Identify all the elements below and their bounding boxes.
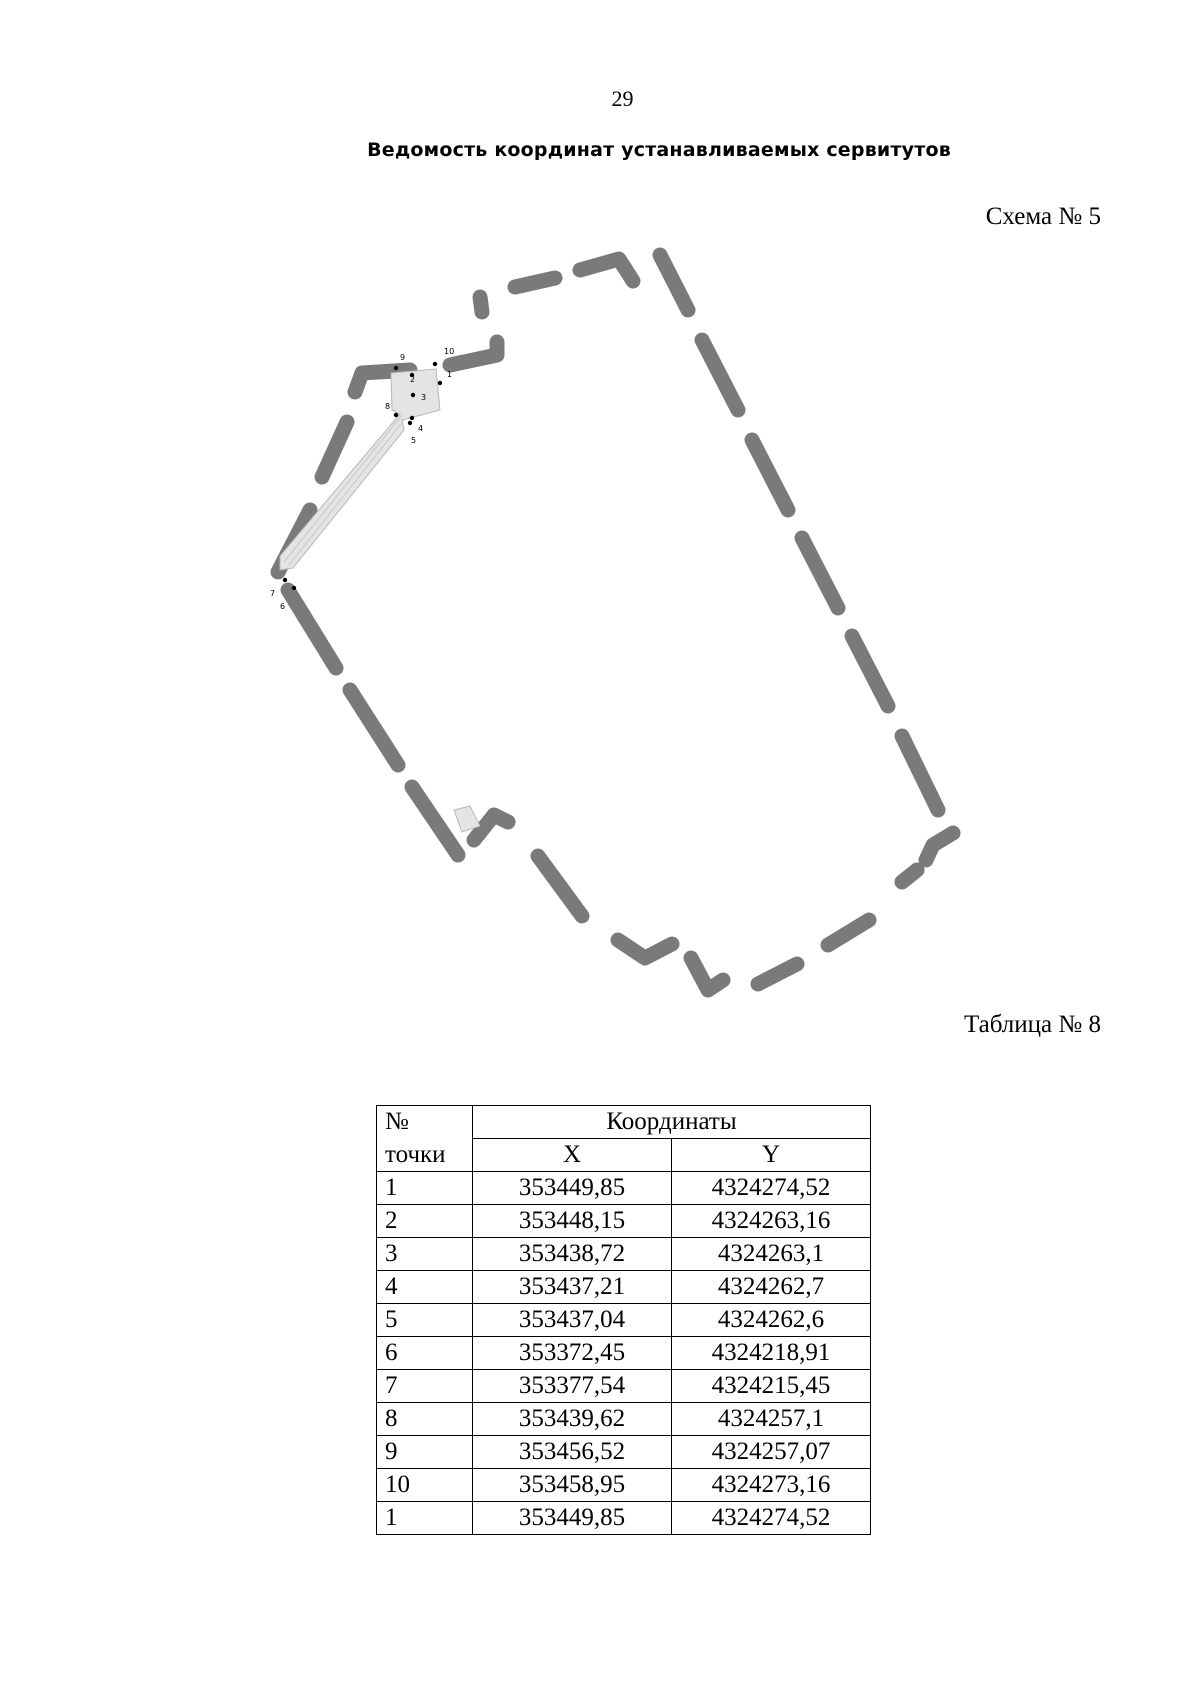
point-label: 8 [385, 402, 391, 411]
y-value: 4324218,91 [672, 1337, 871, 1370]
table-row [377, 1469, 871, 1502]
boundary-dash [350, 690, 398, 765]
point-number: 1 [377, 1502, 473, 1535]
y-value: 4324257,1 [672, 1403, 871, 1436]
y-value: 4324263,1 [672, 1238, 871, 1271]
boundary-dash [515, 278, 555, 287]
point-number: 2 [377, 1205, 473, 1238]
document-title: Ведомость координат устанавливаемых сервитутов [367, 139, 951, 161]
boundary-dash [752, 440, 788, 510]
point-number: 5 [377, 1304, 473, 1337]
boundary-dash [538, 856, 582, 916]
y-value: 4324274,52 [672, 1172, 871, 1205]
point-number: 7 [377, 1370, 473, 1403]
survey-point [394, 366, 398, 370]
scheme-label: Схема № 5 [985, 203, 1101, 230]
point-label: 7 [270, 589, 276, 598]
page-number: 29 [611, 86, 634, 111]
x-value: 353438,72 [473, 1238, 672, 1271]
y-value: 4324263,16 [672, 1205, 871, 1238]
point-label: 3 [421, 393, 427, 402]
table-row [377, 1238, 871, 1271]
table-header-row [377, 1139, 871, 1172]
boundary-dash [852, 636, 888, 706]
boundary-dash [618, 940, 672, 958]
table-row [377, 1172, 871, 1205]
boundary-dash [450, 342, 497, 365]
servitude-zone [280, 369, 480, 832]
boundary-dash [480, 297, 482, 312]
boundary-dash [758, 964, 797, 984]
x-value: 353449,85 [473, 1502, 672, 1535]
point-label: 1 [447, 370, 453, 379]
point-label: 6 [280, 602, 286, 611]
table-row [377, 1502, 871, 1535]
boundary-dash [288, 590, 336, 668]
point-label: 10 [444, 347, 455, 356]
boundary-dash [660, 255, 688, 310]
survey-point [292, 586, 296, 590]
coordinates-table [376, 1105, 871, 1535]
x-header: X [473, 1139, 672, 1172]
y-value: 4324215,45 [672, 1370, 871, 1403]
boundary-dash [702, 340, 738, 410]
point-label: 5 [411, 436, 417, 445]
point-number: 1 [377, 1172, 473, 1205]
boundary-dash [412, 787, 458, 855]
coordinates-header: Координаты [473, 1106, 871, 1139]
x-value: 353439,62 [473, 1403, 672, 1436]
survey-point [438, 381, 442, 385]
y-value: 4324257,07 [672, 1436, 871, 1469]
x-value: 353456,52 [473, 1436, 672, 1469]
point-label: 2 [410, 375, 416, 384]
point-number: 8 [377, 1403, 473, 1436]
x-value: 353458,95 [473, 1469, 672, 1502]
survey-point [433, 362, 437, 366]
table-header-row [377, 1106, 871, 1139]
point-number: 4 [377, 1271, 473, 1304]
x-value: 353437,04 [473, 1304, 672, 1337]
table-row [377, 1436, 871, 1469]
boundary-dash [580, 259, 633, 281]
table-row [377, 1205, 871, 1238]
x-value: 353449,85 [473, 1172, 672, 1205]
point-number: 10 [377, 1469, 473, 1502]
boundary-dash [902, 736, 938, 810]
boundary-dash [802, 538, 838, 608]
table-label: Таблица № 8 [963, 1011, 1101, 1038]
servitude-strip [280, 369, 440, 570]
table-row [377, 1370, 871, 1403]
boundary-dash [902, 870, 917, 882]
table-row [377, 1271, 871, 1304]
boundary-dash [322, 422, 347, 477]
y-header: Y [672, 1139, 871, 1172]
x-value: 353437,21 [473, 1271, 672, 1304]
boundary-dash [926, 833, 953, 860]
point-number: 9 [377, 1436, 473, 1469]
boundary-dash [691, 958, 723, 990]
y-value: 4324273,16 [672, 1469, 871, 1502]
survey-point [408, 421, 412, 425]
point-number-header-line2: точки [377, 1139, 473, 1172]
plot-boundary [278, 255, 953, 990]
survey-point [394, 413, 398, 417]
x-value: 353372,45 [473, 1337, 672, 1370]
point-number: 6 [377, 1337, 473, 1370]
point-number: 3 [377, 1238, 473, 1271]
survey-point [410, 416, 414, 420]
point-number-header: № [377, 1106, 473, 1139]
y-value: 4324262,7 [672, 1271, 871, 1304]
survey-point [283, 578, 287, 582]
x-value: 353377,54 [473, 1370, 672, 1403]
y-value: 4324274,52 [672, 1502, 871, 1535]
table-row [377, 1403, 871, 1436]
table-row [377, 1337, 871, 1370]
x-value: 353448,15 [473, 1205, 672, 1238]
boundary-dash [828, 920, 869, 945]
survey-point [411, 393, 415, 397]
table-row [377, 1304, 871, 1337]
boundary-dash [474, 815, 508, 840]
point-label: 4 [418, 424, 424, 433]
y-value: 4324262,6 [672, 1304, 871, 1337]
point-label: 9 [400, 353, 406, 362]
